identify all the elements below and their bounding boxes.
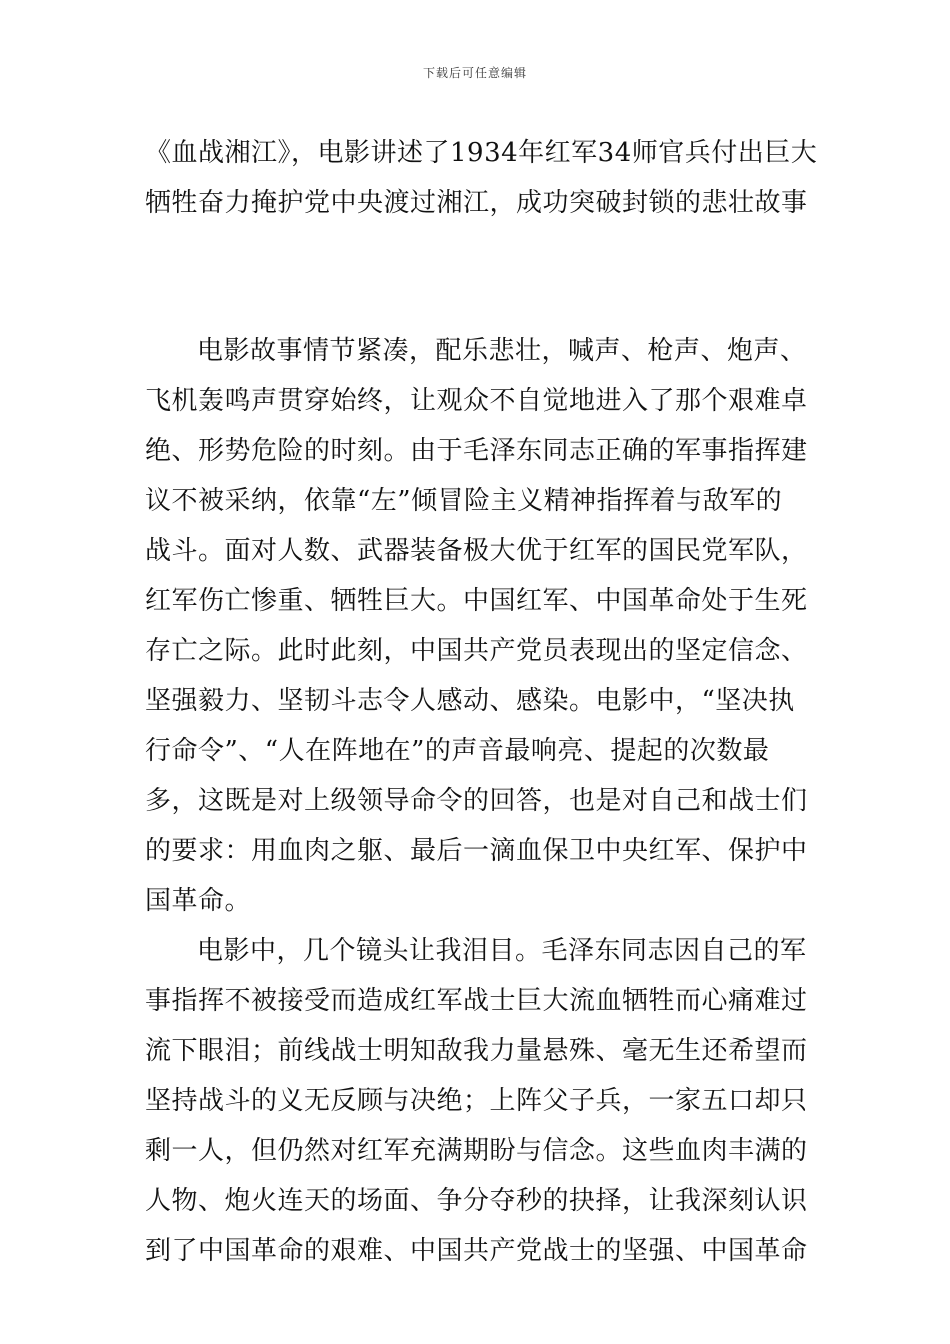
- paragraph-1-line: 牺牲奋力掩护党中央渡过湘江，成功突破封锁的悲壮故事: [145, 188, 808, 218]
- paragraph-3: [145, 926, 810, 1276]
- paragraph-2-line: 行命令”、“人在阵地在”的声音最响亮、提起的次数最: [145, 736, 770, 766]
- paragraph-3-line: 电影中，几个镜头让我泪目。毛泽东同志因自己的军: [197, 936, 807, 966]
- paragraph-2-line: 的要求：用血肉之躯、最后一滴血保卫中央红军、保护中: [145, 836, 808, 866]
- page-header-note: 下载后可任意编辑: [422, 66, 527, 80]
- paragraph-2-line: 坚强毅力、坚韧斗志令人感动、感染。电影中，“坚决执: [145, 686, 795, 716]
- paragraph-2-line: 多，这既是对上级领导命令的回答，也是对自己和战士们: [145, 786, 808, 816]
- paragraph-3-line: 坚持战斗的义无反顾与决绝；上阵父子兵，一家五口却只: [145, 1086, 808, 1116]
- paragraph-2: [145, 326, 810, 926]
- paragraph-3-line: 剩一人，但仍然对红军充满期盼与信念。这些血肉丰满的: [145, 1136, 808, 1166]
- paragraph-3-line: 事指挥不被接受而造成红军战士巨大流血牺牲而心痛难过: [145, 986, 808, 1016]
- paragraph-2-line: 战斗。面对人数、武器装备极大优于红军的国民党军队，: [145, 536, 808, 566]
- paragraph-2-line: 存亡之际。此时此刻，中国共产党员表现出的坚定信念、: [145, 636, 808, 666]
- paragraph-1: [145, 128, 818, 228]
- paragraph-2-line: 国革命。: [145, 886, 252, 916]
- paragraph-2-line: 红军伤亡惨重、牺牲巨大。中国红军、中国革命处于生死: [145, 586, 808, 616]
- paragraph-gap: [145, 228, 810, 326]
- paragraph-2-line: 电影故事情节紧凑，配乐悲壮，喊声、枪声、炮声、: [197, 336, 807, 366]
- paragraph-3-line: 流下眼泪；前线战士明知敌我力量悬殊、毫无生还希望而: [145, 1036, 808, 1066]
- paragraph-3-line: 到了中国革命的艰难、中国共产党战士的坚强、中国革命: [145, 1236, 808, 1266]
- paragraph-2-line: 飞机轰鸣声贯穿始终，让观众不自觉地进入了那个艰难卓: [145, 386, 808, 416]
- paragraph-2-line: 议不被采纳，依靠“左”倾冒险主义精神指挥着与敌军的: [145, 486, 783, 516]
- document-body: [145, 128, 818, 1276]
- paragraph-1-line: 《血战湘江》，电影讲述了1934年红军34师官兵付出巨大: [145, 138, 818, 168]
- paragraph-2-line: 绝、形势危险的时刻。由于毛泽东同志正确的军事指挥建: [145, 436, 808, 466]
- paragraph-3-line: 人物、炮火连天的场面、争分夺秒的抉择，让我深刻认识: [145, 1186, 808, 1216]
